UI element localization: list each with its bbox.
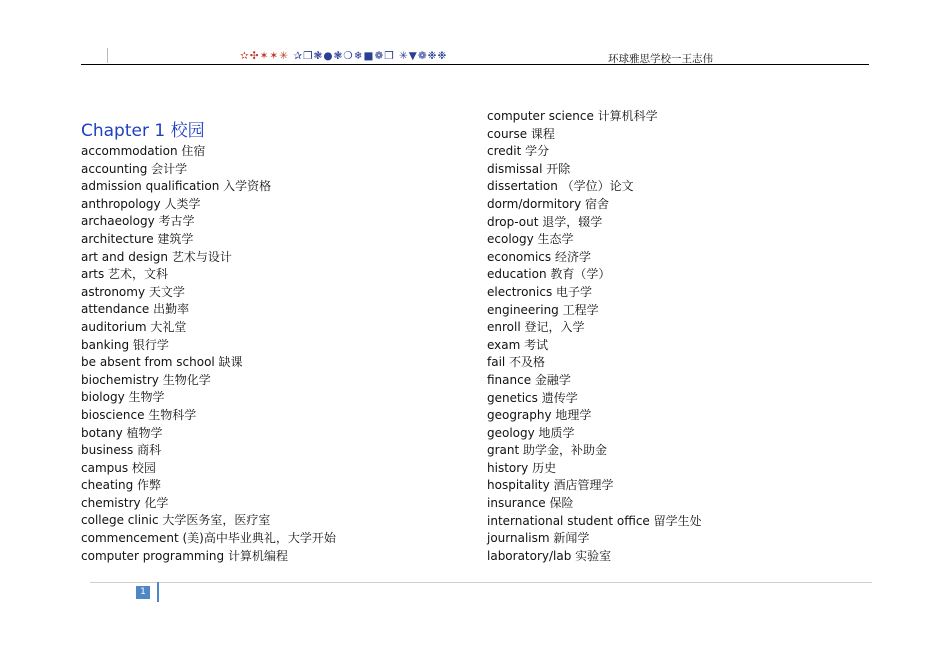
vocab-entry: art and design 艺术与设计: [81, 249, 232, 264]
vocab-entry: attendance 出勤率: [81, 302, 190, 317]
header-school-name: 环球雅思学校一王志伟: [608, 53, 713, 65]
vocab-entry: exam 考试: [487, 337, 549, 352]
chapter-title: Chapter 1 校园: [81, 121, 205, 141]
vocab-entry: anthropology 人类学: [81, 196, 201, 211]
vocab-entry: accommodation 住宿: [81, 144, 206, 158]
vocab-entry: auditorium 大礼堂: [81, 319, 187, 334]
vocab-entry: admission qualification 入学资格: [81, 179, 272, 194]
vocab-entry: campus 校园: [81, 460, 156, 475]
vocab-entry: commencement (美)高中毕业典礼，大学开始: [81, 531, 336, 546]
vocab-entry: biochemistry 生物化学: [81, 372, 211, 387]
vocab-entry: bioscience 生物科学: [81, 407, 197, 422]
vocab-entry: credit 学分: [487, 144, 550, 159]
vocab-entry: economics 经济学: [487, 249, 591, 264]
vocab-entry: dissertation （学位）论文: [487, 179, 634, 194]
vocab-entry: chemistry 化学: [81, 495, 169, 510]
vocabulary-list-right: [487, 108, 702, 565]
page-number-bar: [157, 582, 159, 602]
vocab-entry: fail 不及格: [487, 355, 546, 370]
vocab-entry: arts 艺术，文科: [81, 267, 169, 282]
vocab-entry: geography 地理学: [487, 408, 592, 423]
vocab-entry: drop-out 退学，辍学: [487, 214, 603, 229]
vocab-entry: accounting 会计学: [81, 161, 188, 176]
vocabulary-list-left: [81, 143, 336, 565]
vocab-entry: cheating 作弊: [81, 478, 162, 493]
vocab-entry: business 商科: [81, 443, 162, 458]
vocab-entry: laboratory/lab 实验室: [487, 548, 612, 563]
vocab-entry: dorm/dormitory 宿舍: [487, 196, 610, 211]
vocab-entry: computer science 计算机科学: [487, 109, 658, 123]
vocab-entry: international student office 留学生处: [487, 513, 702, 528]
vocab-entry: finance 金融学: [487, 372, 571, 387]
vocab-entry: hospitality 酒店管理学: [487, 478, 614, 493]
vocab-entry: archaeology 考古学: [81, 214, 195, 229]
header-rule: [81, 64, 869, 65]
vocab-entry: dismissal 开除: [487, 161, 571, 176]
vocab-entry: insurance 保险: [487, 496, 574, 511]
vocab-entry: engineering 工程学: [487, 302, 599, 317]
vocab-entry: course 课程: [487, 126, 555, 141]
vocab-entry: banking 银行学: [81, 337, 169, 352]
vocab-entry: electronics 电子学: [487, 284, 593, 299]
vocab-entry: geology 地质学: [487, 425, 575, 440]
footer-rule: [90, 582, 872, 583]
vocab-entry: astronomy 天文学: [81, 284, 185, 299]
vocab-entry: genetics 遗传学: [487, 390, 578, 405]
header-decoration-left: ✫✣✶✶✳: [240, 50, 289, 62]
vocab-entry: grant 助学金，补助金: [487, 443, 608, 458]
vocab-entry: ecology 生态学: [487, 232, 574, 247]
vocab-entry: be absent from school 缺课: [81, 355, 243, 370]
header-decoration-right: ✰❒❃●❃❍❄■❁❒ ✳▼❁❉❉: [293, 50, 448, 62]
vocab-entry: history 历史: [487, 460, 557, 475]
vocab-entry: college clinic 大学医务室，医疗室: [81, 513, 271, 528]
vocab-entry: computer programming 计算机编程: [81, 548, 288, 563]
vocab-entry: biology 生物学: [81, 390, 165, 405]
vocab-entry: journalism 新闻学: [487, 531, 590, 546]
vocab-entry: architecture 建筑学: [81, 231, 194, 246]
header-margin-mark: [107, 48, 108, 63]
vocab-entry: education 教育（学）: [487, 267, 611, 282]
header-decoration: [240, 50, 447, 62]
vocab-entry: enroll 登记，入学: [487, 320, 585, 335]
page-number: 1: [136, 586, 150, 599]
vocab-entry: botany 植物学: [81, 425, 163, 440]
